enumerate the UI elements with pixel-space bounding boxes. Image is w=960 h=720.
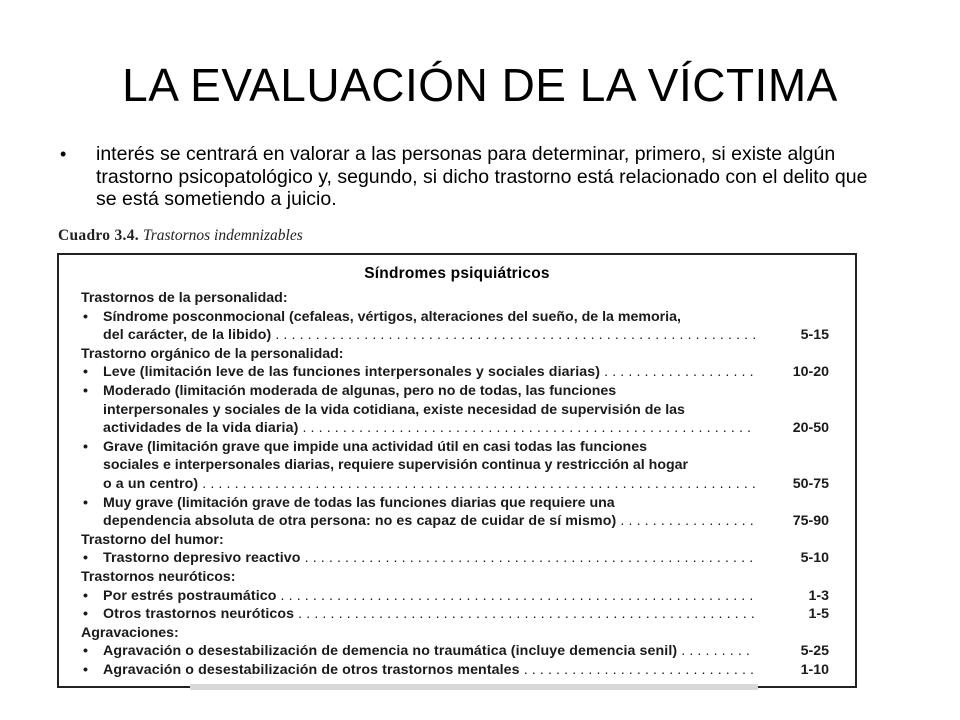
row-text: Trastornos de la personalidad:: [81, 290, 288, 306]
table-heading: Síndromes psiquiátricos: [364, 265, 550, 282]
table-row: [81, 494, 837, 513]
table-row: [81, 456, 837, 475]
table-row: [81, 642, 837, 661]
row-text: Moderado (limitación moderada de algunas, pero no de todas, las funciones: [103, 382, 617, 399]
row-text: Síndrome posconmocional (cefaleas, vértigos, alteraciones del sueño, de la memoria,: [103, 308, 681, 325]
row-text: Grave (limitación grave que impide una actividad útil en casi todas las funciones: [103, 438, 648, 455]
row-text: Trastorno depresivo reactivo . . .: [103, 549, 755, 568]
section-header: [81, 624, 837, 643]
row-text: dependencia absoluta de otra persona: no es capaz de cuidar de sí mismo) . . .: [103, 512, 755, 531]
row-value: 5-10: [800, 550, 829, 567]
table-row: [81, 363, 837, 382]
row-bullet: •: [83, 382, 88, 399]
row-text: Otros trastornos neuróticos . . .: [103, 605, 755, 624]
table-caption: [58, 227, 303, 245]
row-text: Leve (limitación leve de las funciones interpersonales y sociales diarias) . . .: [103, 363, 755, 382]
row-value: 1-10: [800, 661, 829, 678]
table-row: [81, 605, 837, 624]
row-bullet: •: [83, 438, 88, 455]
row-text: Trastornos neuróticos:: [81, 568, 236, 585]
row-bullet: •: [83, 550, 88, 567]
section-header: [81, 345, 837, 364]
row-text: Por estrés postraumático . . .: [103, 587, 755, 606]
row-bullet: •: [83, 494, 88, 511]
image-shadow: [190, 684, 758, 690]
row-text: Trastorno del humor:: [81, 531, 224, 548]
caption-number: Cuadro 3.4.: [58, 227, 139, 244]
row-text: Agravaciones:: [81, 624, 179, 641]
section-header: [81, 531, 837, 550]
row-text: del carácter, de la libido) . . .: [103, 326, 755, 345]
row-text: o a un centro) . . .: [103, 475, 755, 494]
section-header: [81, 568, 837, 587]
table-row: [81, 661, 837, 680]
slide-title: LA EVALUACIÓN DE LA VÍCTIMA: [122, 59, 838, 111]
row-bullet: •: [83, 587, 88, 604]
row-value: 75-90: [792, 513, 829, 530]
caption-text: Trastornos indemnizables: [142, 227, 303, 244]
table-row: [81, 419, 837, 438]
table-row: [81, 401, 837, 420]
row-value: 20-50: [792, 420, 829, 437]
row-value: 1-3: [808, 587, 829, 604]
table-row: [81, 587, 837, 606]
syndromes-table: [57, 253, 857, 688]
row-text: Trastorno orgánico de la personalidad:: [81, 345, 344, 362]
row-text: interpersonales y sociales de la vida cotidiana, existe necesidad de supervisión de las: [103, 401, 685, 418]
section-header: [81, 289, 837, 308]
table-row: [81, 475, 837, 494]
row-value: 50-75: [792, 475, 829, 492]
row-bullet: •: [83, 364, 88, 381]
table-row: [81, 438, 837, 457]
table-row: [81, 326, 837, 345]
row-value: 1-5: [808, 606, 829, 623]
bullet-marker: •: [60, 144, 67, 164]
row-bullet: •: [83, 643, 88, 660]
table-row: [81, 382, 837, 401]
table-row: [81, 512, 837, 531]
row-bullet: •: [83, 606, 88, 623]
row-bullet: •: [83, 308, 88, 325]
table-row: [81, 308, 837, 327]
row-text: Muy grave (limitación grave de todas las funciones diarias que requiere una: [103, 494, 615, 511]
row-bullet: •: [83, 661, 88, 678]
row-value: 10-20: [792, 364, 829, 381]
row-text: sociales e interpersonales diarias, requiere supervisión continua y restricción al hogar: [103, 457, 689, 474]
table-rows: [81, 289, 837, 679]
table-row: [81, 549, 837, 568]
row-value: 5-15: [800, 327, 829, 344]
row-value: 5-25: [800, 643, 829, 660]
row-text: actividades de la vida diaria) . . .: [103, 419, 755, 438]
bullet-text: interés se centrará en valorar a las personas para determinar, primero, si existe algún trastorno psicopatológico y, segundo, si dicho trastorno está relacionado con el delito que se está sometiendo a juicio.: [96, 143, 868, 210]
row-text: Agravación o desestabilización de otros trastornos mentales . . .: [103, 661, 755, 680]
row-text: Agravación o desestabilización de demencia no traumática (incluye demencia senil) . . .: [103, 642, 755, 661]
